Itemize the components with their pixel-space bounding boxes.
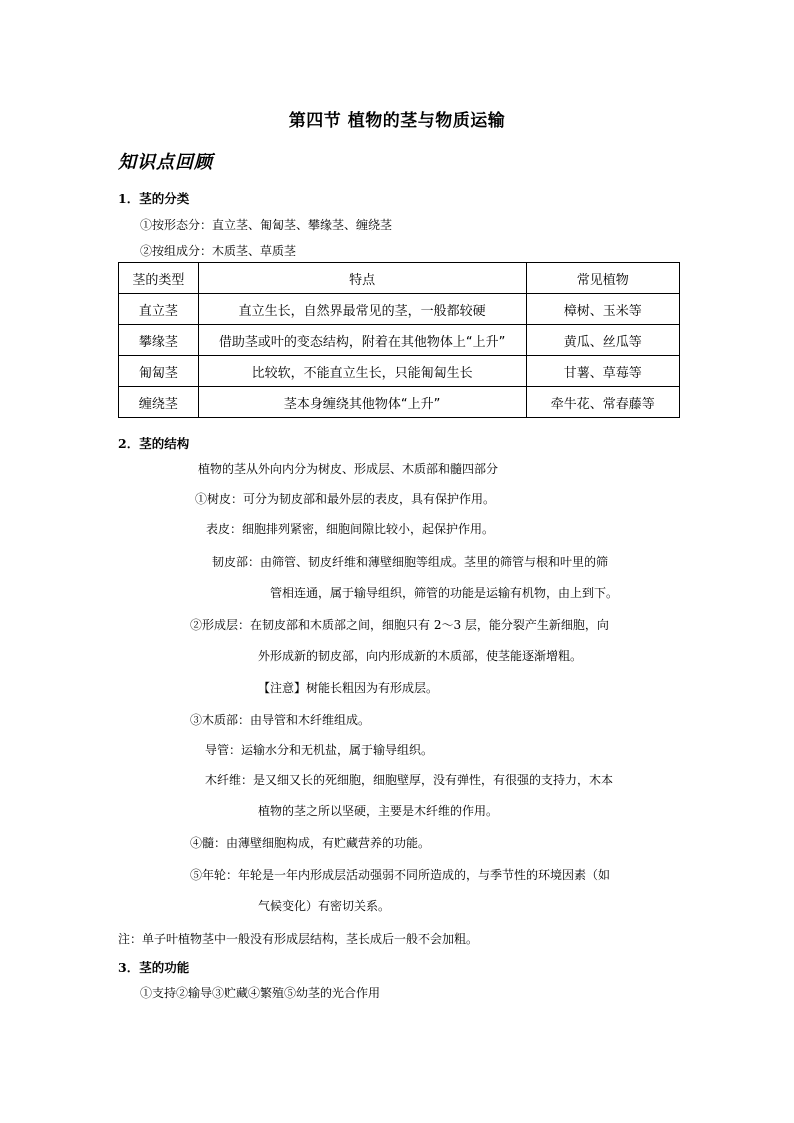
header-plants: 常见植物	[526, 263, 680, 294]
table-cell: 樟树、玉米等	[526, 294, 680, 325]
wood-fiber-line-2: 植物的茎之所以坚硬，主要是木纤维的作用。	[258, 804, 499, 818]
table-cell: 比较软，不能直立生长，只能匍匐生长	[198, 356, 526, 387]
phloem-line-2: 管相连通，属于输导组织，筛管的功能是运输有机物，由上到下。	[270, 586, 619, 600]
vessel-line: 导管：运输水分和无机盐，属于输导组织。	[205, 743, 434, 757]
table-row	[119, 325, 680, 356]
section1-heading: 1．茎的分类	[118, 191, 190, 206]
review-heading: 知识点回顾	[118, 152, 213, 173]
header-type: 茎的类型	[119, 263, 199, 294]
table-cell: 匍匐茎	[119, 356, 199, 387]
pith-line: ④髓：由薄壁细胞构成，有贮藏营养的功能。	[190, 836, 431, 850]
table-cell: 黄瓜、丝瓜等	[526, 325, 680, 356]
cambium-note: 【注意】树能长粗因为有形成层。	[258, 681, 439, 695]
classification-by-composition: ②按组成分：木质茎、草质茎	[140, 244, 297, 258]
cambium-line-1: ②形成层：在韧皮部和木质部之间，细胞只有 2～3 层，能分裂产生新细胞，向	[190, 618, 609, 632]
page-title: 第四节 植物的茎与物质运输	[288, 111, 506, 131]
section2-heading: 2．茎的结构	[118, 436, 190, 451]
table-row	[119, 294, 680, 325]
classification-by-shape: ①按形态分：直立茎、匍匐茎、攀缘茎、缠绕茎	[140, 218, 393, 232]
table-cell: 茎本身缠绕其他物体“上升”	[198, 387, 526, 418]
table-cell: 缠绕茎	[119, 387, 199, 418]
table-cell: 甘薯、草莓等	[526, 356, 680, 387]
table-row	[119, 387, 680, 418]
table-cell: 借助茎或叶的变态结构，附着在其他物体上“上升”	[198, 325, 526, 356]
table-cell: 直立生长，自然界最常见的茎，一般都较硬	[198, 294, 526, 325]
table-header-row	[119, 263, 680, 294]
bark-line: ①树皮：可分为韧皮部和最外层的表皮，具有保护作用。	[195, 492, 496, 506]
cambium-line-2: 外形成新的韧皮部，向内形成新的木质部，使茎能逐渐增粗。	[258, 649, 583, 663]
header-feature: 特点	[198, 263, 526, 294]
structure-intro: 植物的茎从外向内分为树皮、形成层、木质部和髓四部分	[198, 462, 499, 476]
phloem-line-1: 韧皮部：由筛管、韧皮纤维和薄壁细胞等组成。茎里的筛管与根和叶里的筛	[212, 555, 609, 569]
stem-functions: ①支持②输导③贮藏④繁殖⑤幼茎的光合作用	[140, 986, 381, 1000]
monocot-note: 注：单子叶植物茎中一般没有形成层结构，茎长成后一般不会加粗。	[118, 932, 479, 946]
table-cell: 攀缘茎	[119, 325, 199, 356]
section3-heading: 3．茎的功能	[118, 960, 190, 975]
xylem-line: ③木质部：由导管和木纤维组成。	[190, 713, 371, 727]
wood-fiber-line-1: 木纤维：是又细又长的死细胞，细胞壁厚，没有弹性，有很强的支持力，木本	[205, 773, 614, 787]
table-cell: 牵牛花、常春藤等	[526, 387, 680, 418]
table-cell: 直立茎	[119, 294, 199, 325]
table-row	[119, 356, 680, 387]
annual-ring-line-2: 气候变化）有密切关系。	[258, 899, 391, 913]
annual-ring-line-1: ⑤年轮：年轮是一年内形成层活动强弱不同所造成的，与季节性的环境因素（如	[190, 868, 611, 882]
stem-types-table	[118, 262, 680, 418]
epidermis-line: 表皮：细胞排列紧密，细胞间隙比较小，起保护作用。	[206, 522, 495, 536]
